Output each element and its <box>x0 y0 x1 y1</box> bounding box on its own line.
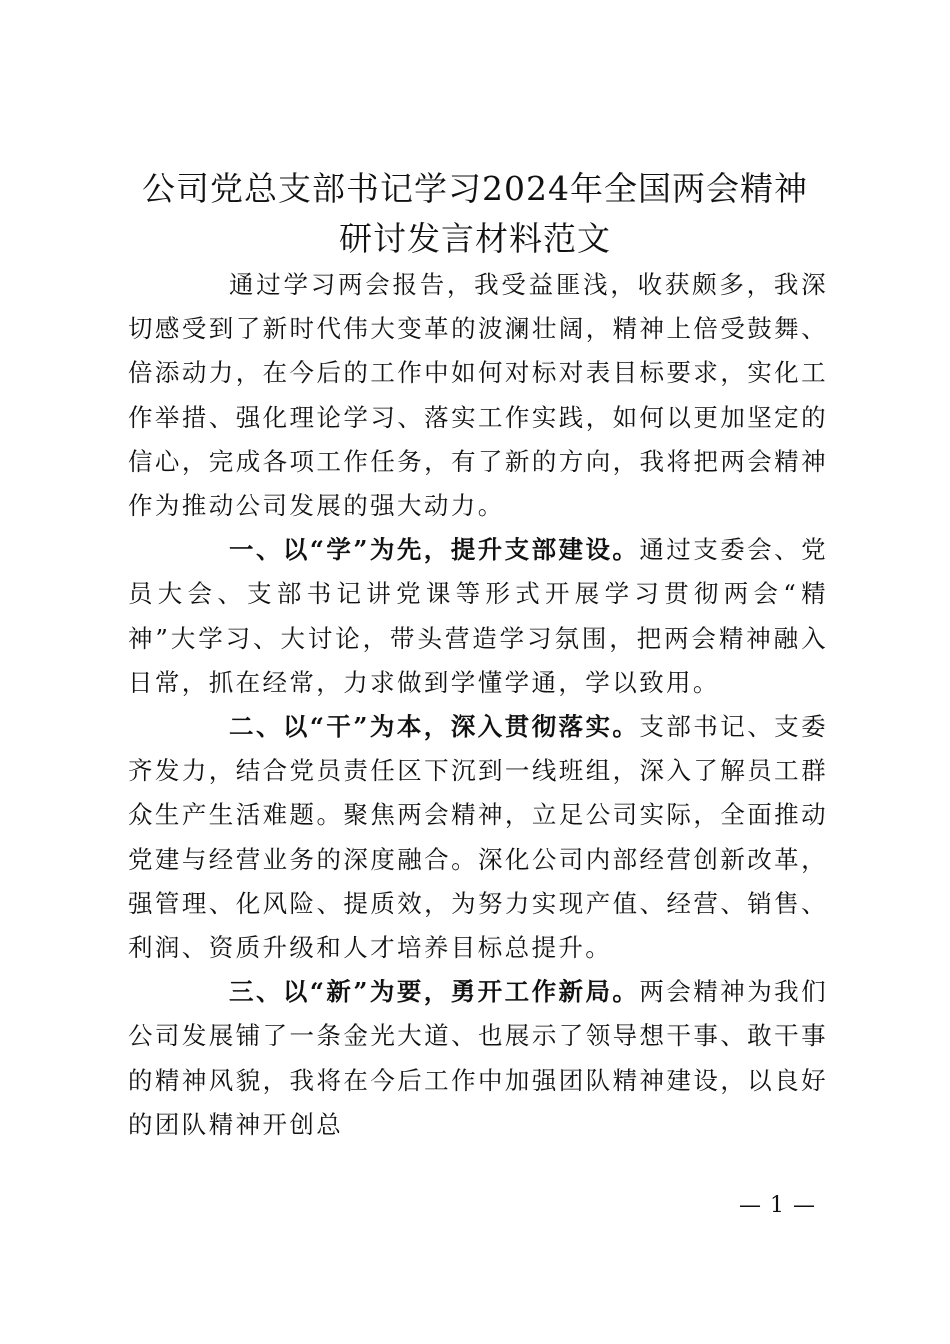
page-number: — 1 — <box>739 1193 816 1218</box>
section-2-text: 支部书记、支委齐发力，结合党员责任区下沉到一线班组，深入了解员工群众生产生活难题。聚焦两会精神，立足公司实际，全面推动党建与经营业务的深度融合。深化公司内部经营创新改革，强管理、化风险、提质效，为努力实现产值、经营、销售、利润、资质升级和人才培养目标总提升。 <box>128 712 828 963</box>
intro-paragraph <box>128 263 828 528</box>
section-1-heading: 一、以“学”为先，提升支部建设。 <box>229 535 640 565</box>
document-body <box>128 263 828 1147</box>
section-3-text: 两会精神为我们公司发展铺了一条金光大道、也展示了领导想干事、敢干事的精神风貌，我将在今后工作中加强团队精神建设，以良好的团队精神开创总 <box>128 977 828 1139</box>
section-3-paragraph <box>128 970 828 1147</box>
document-title-line-1: 公司党总支部书记学习2024年全国两会精神 <box>142 169 808 208</box>
section-1-text: 通过支委会、党员大会、支部书记讲党课等形式开展学习贯彻两会“精神”大学习、大讨论，带头营造学习氛围，把两会精神融入日常，抓在经常，力求做到学懂学通，学以致用。 <box>128 535 828 697</box>
section-1-paragraph <box>128 528 828 705</box>
section-2-paragraph <box>128 705 828 970</box>
intro-paragraph-text: 通过学习两会报告，我受益匪浅，收获颇多，我深切感受到了新时代伟大变革的波澜壮阔，精神上倍受鼓舞、倍添动力，在今后的工作中如何对标对表目标要求，实化工作举措、强化理论学习、落实工作实践，如何以更加坚定的信心，完成各项工作任务，有了新的方向，我将把两会精神作为推动公司发展的强大动力。 <box>128 270 828 521</box>
section-2-heading: 二、以“干”为本，深入贯彻落实。 <box>229 712 640 742</box>
section-3-heading: 三、以“新”为要，勇开工作新局。 <box>229 977 640 1007</box>
document-title-line-2: 研讨发言材料范文 <box>339 219 611 258</box>
